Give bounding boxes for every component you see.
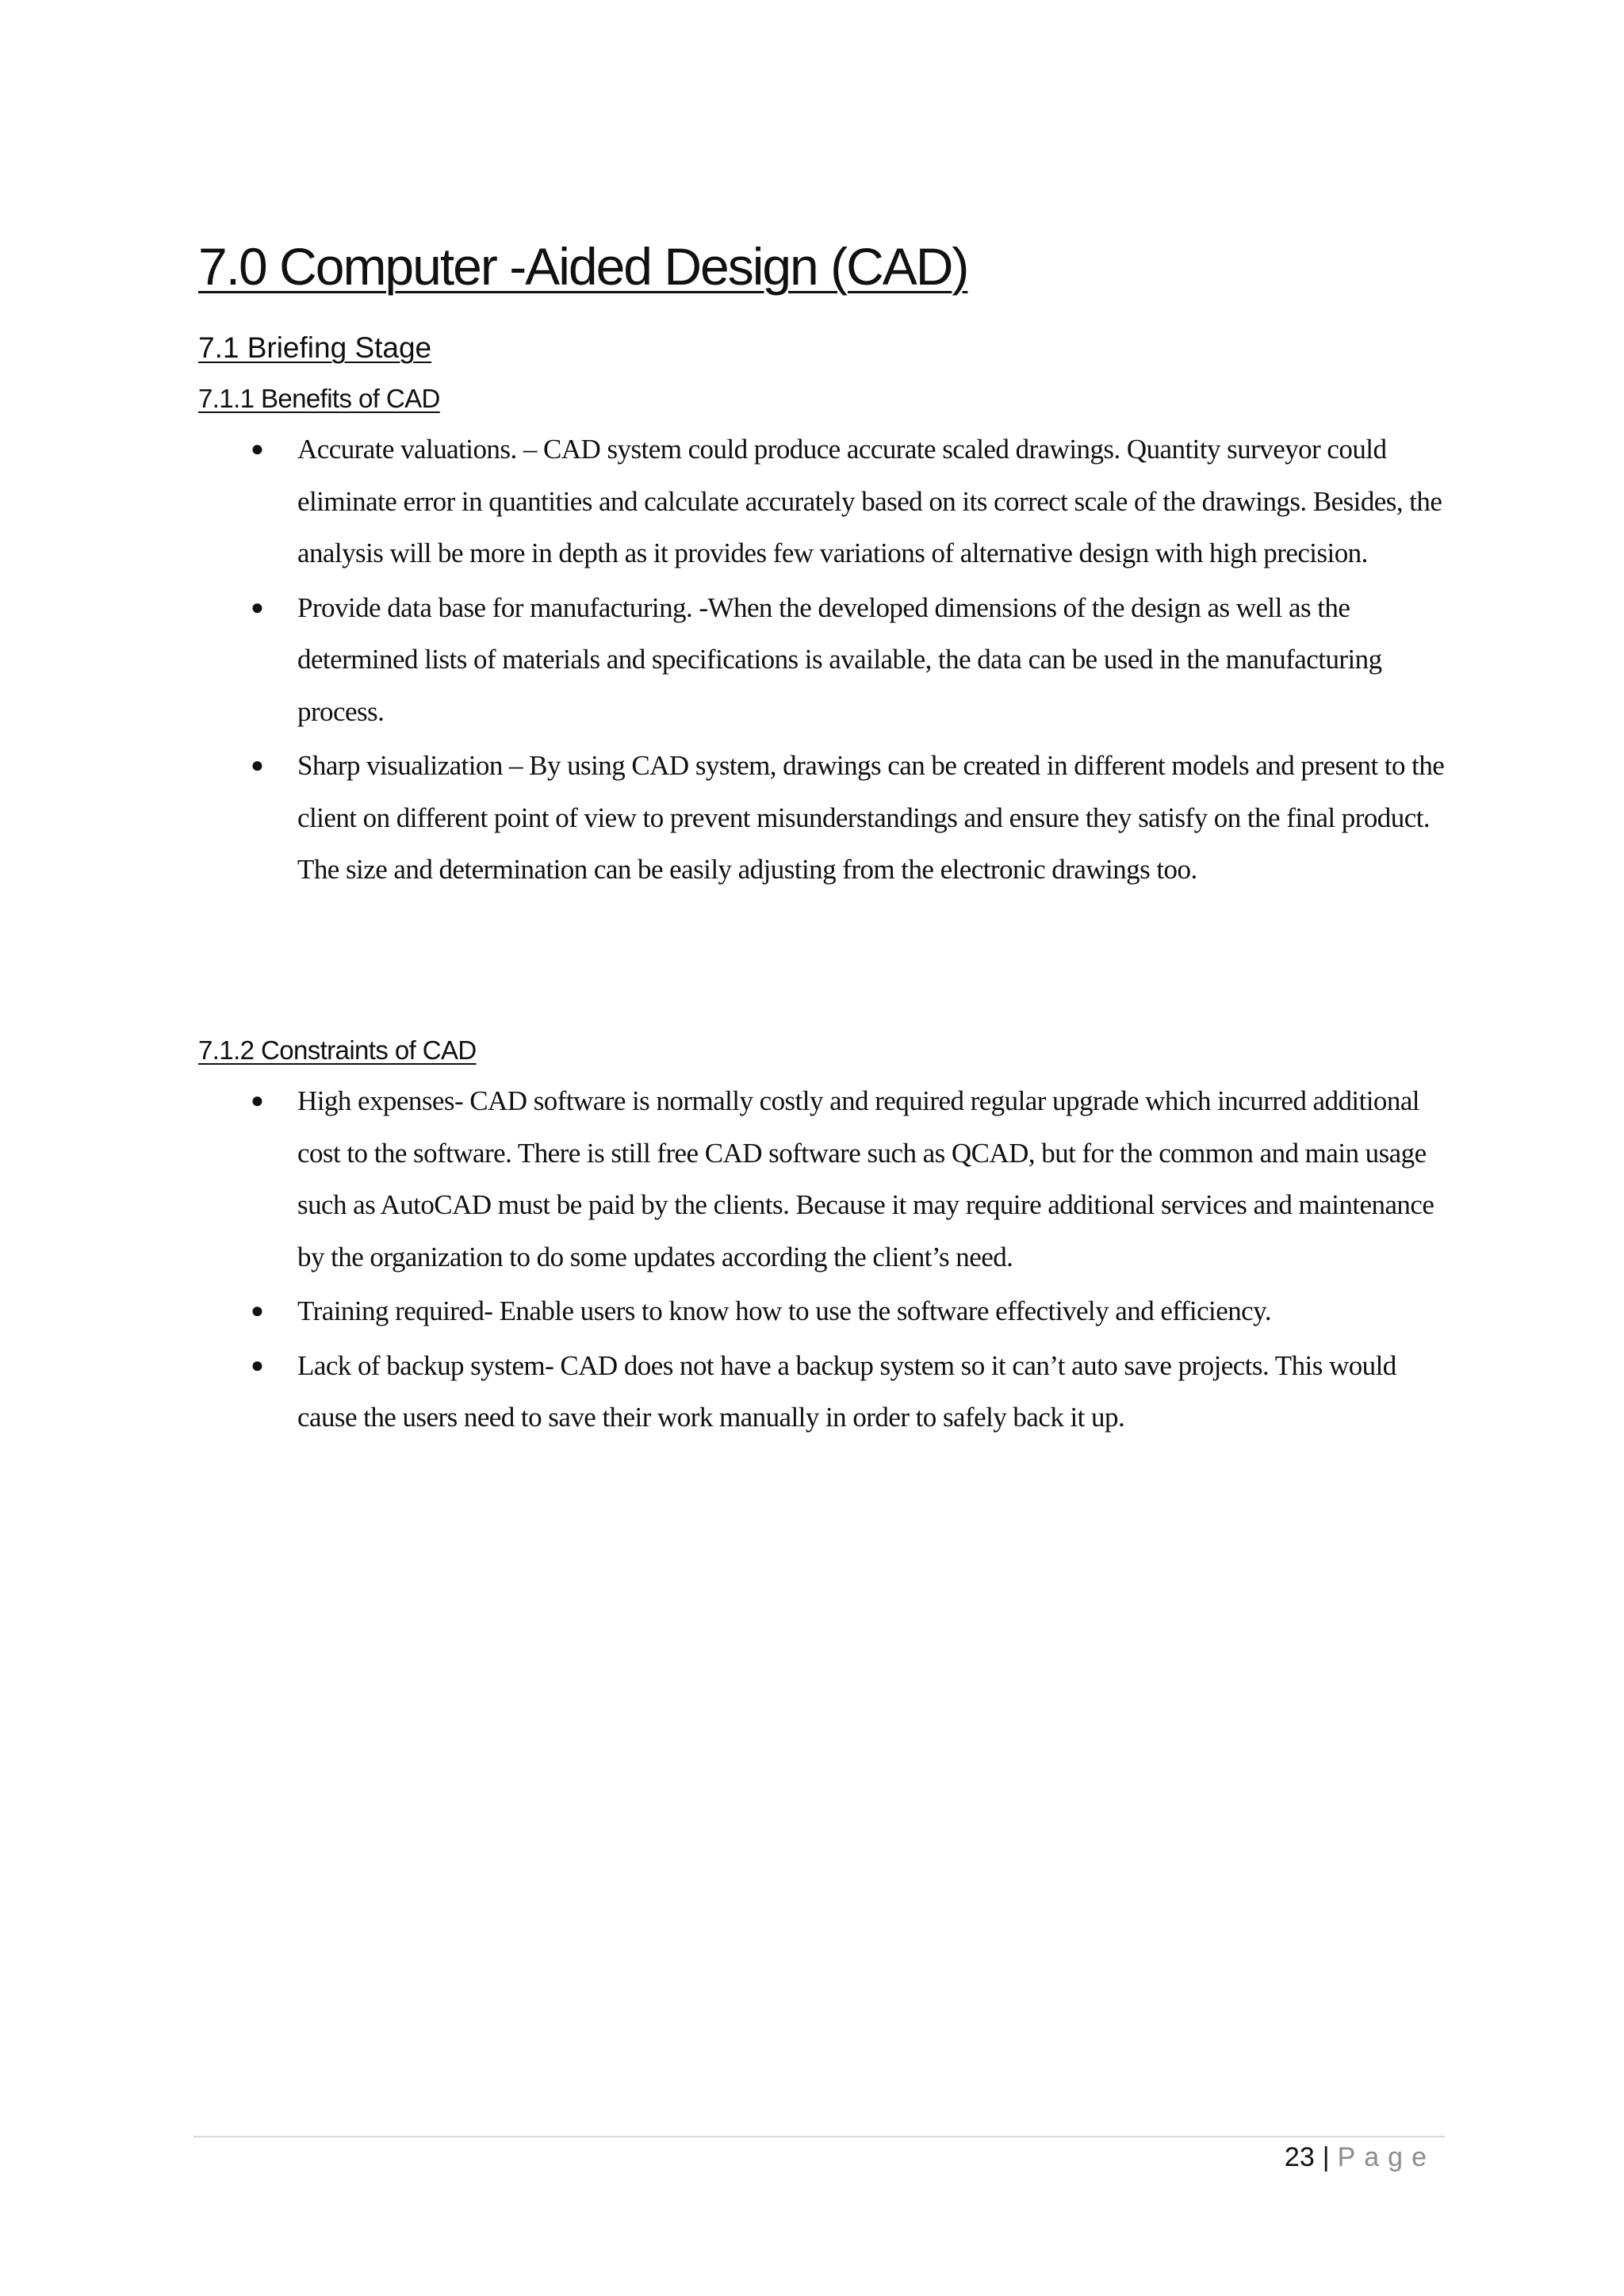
- list-item: [198, 740, 1451, 896]
- list-item-text: Lack of backup system- CAD does not have a backup system so it can’t auto save projects. This would cause the users need to save their work manually in order to safely back it up.: [297, 1349, 1396, 1433]
- bullet-icon: ●: [251, 595, 264, 620]
- bullet-icon: ●: [251, 437, 264, 461]
- list-item-text: Training required- Enable users to know how to use the software effectively and efficiency.: [297, 1295, 1272, 1326]
- section-heading: 7.1 Briefing Stage: [198, 331, 432, 364]
- list-item-text: Sharp visualization – By using CAD system, drawings can be created in different models and present to the client on different point of view to prevent misunderstandings and ensure they satisfy on the final product. The size and determination can be easily adjusting from the electronic drawings too.: [297, 750, 1445, 885]
- list-item: [198, 582, 1451, 738]
- list-item: [198, 1340, 1451, 1444]
- page-separator: |: [1322, 2142, 1330, 2172]
- list-item-text: Provide data base for manufacturing. -When the developed dimensions of the design as well as the determined lists of materials and specifications is available, the data can be used in the manufacturing process.: [297, 591, 1382, 727]
- list-item: [198, 1075, 1451, 1283]
- page-footer: [1285, 2142, 1435, 2173]
- benefits-heading: 7.1.1 Benefits of CAD: [198, 384, 440, 413]
- footer-divider: [193, 2136, 1445, 2137]
- constraints-list: [198, 1075, 1451, 1446]
- constraints-heading: 7.1.2 Constraints of CAD: [198, 1035, 477, 1065]
- chapter-title: 7.0 Computer -Aided Design (CAD): [198, 237, 968, 296]
- list-item-text: Accurate valuations. – CAD system could produce accurate scaled drawings. Quantity surveyor could eliminate error in quantities and calculate accurately based on its correct scale of the drawings. Besides, the analysis will be more in depth as it provides few variations of alternative design with high precision.: [297, 434, 1442, 568]
- list-item: [198, 423, 1451, 580]
- list-item: [198, 1285, 1451, 1337]
- list-item-text: High expenses- CAD software is normally costly and required regular upgrade which incurred additional cost to the software. There is still free CAD software such as QCAD, but for the common and main usage such as AutoCAD must be paid by the clients. Because it may require additional services and maintenance by the organization to do some updates according the client’s need.: [297, 1085, 1434, 1272]
- page-number: 23: [1284, 2142, 1315, 2172]
- bullet-icon: ●: [251, 1353, 264, 1378]
- benefits-list: [198, 423, 1451, 898]
- bullet-icon: ●: [251, 1299, 264, 1323]
- bullet-icon: ●: [251, 753, 264, 778]
- bullet-icon: ●: [251, 1089, 264, 1113]
- page-label: Page: [1337, 2142, 1435, 2172]
